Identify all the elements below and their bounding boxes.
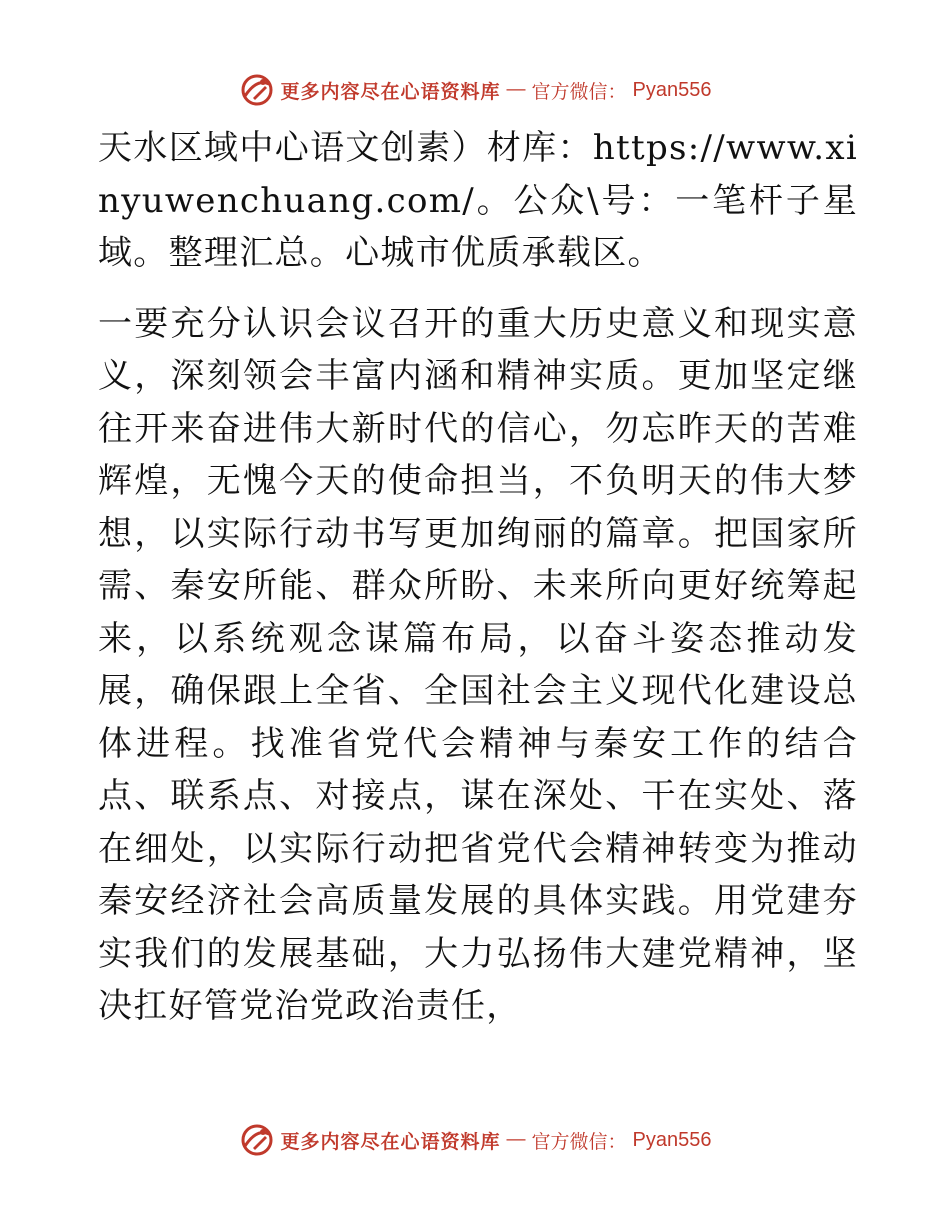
document-body	[98, 122, 858, 1033]
library-logo-icon	[239, 1122, 275, 1158]
footer-wechat-id: Pyan556	[632, 1128, 712, 1151]
header-banner	[0, 70, 950, 110]
footer-separator: —	[506, 1129, 526, 1150]
library-logo-icon	[239, 72, 275, 108]
header-wechat-label: 官方微信：	[531, 80, 627, 103]
header-banner-text: 更多内容尽在心语资料库	[280, 80, 501, 103]
header-separator: —	[506, 79, 526, 100]
footer-banner	[0, 1120, 950, 1160]
footer-banner-text: 更多内容尽在心语资料库	[280, 1130, 501, 1153]
paragraph-2: 一要充分认识会议召开的重大历史意义和现实意义，深刻领会丰富内涵和精神实质。更加坚定继往开来奋进伟大新时代的信心，勿忘昨天的苦难辉煌，无愧今天的使命担当，不负明天的伟大梦想，以实际行动书写更加绚丽的篇章。把国家所需、秦安所能、群众所盼、未来所向更好统筹起来，以系统观念谋篇布局，以奋斗姿态推动发展，确保跟上全省、全国社会主义现代化建设总体进程。找准省党代会精神与秦安工作的结合点、联系点、对接点，谋在深处、干在实处、落在细处，以实际行动把省党代会精神转变为推动秦安经济社会高质量发展的具体实践。用党建夯实我们的发展基础，大力弘扬伟大建党精神，坚决扛好管党治党政治责任，	[98, 303, 858, 1026]
paragraph-1: 天水区域中心语文创素）材库：https://www.xinyuwenchuang.com/。公众\号：一笔杆子星域。整理汇总。心城市优质承载区。	[98, 128, 858, 273]
header-wechat-id: Pyan556	[632, 78, 712, 101]
footer-wechat-label: 官方微信：	[531, 1130, 627, 1153]
